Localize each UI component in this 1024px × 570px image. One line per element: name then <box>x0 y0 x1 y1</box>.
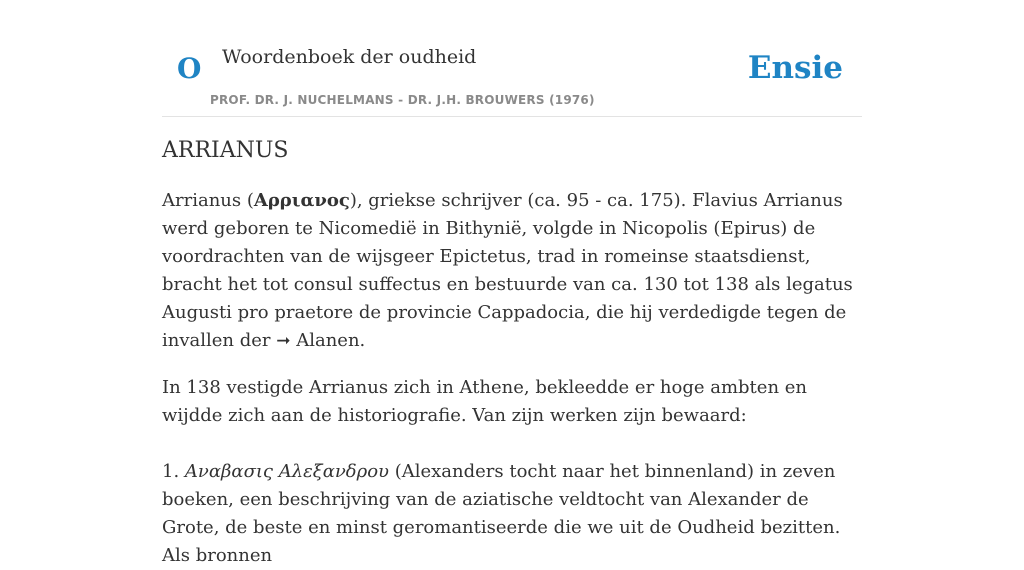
greek-work-title: Αναβασις Αλεξανδρου <box>184 461 389 482</box>
p1-text-b: ), griekse schrijver (ca. 95 - ca. 175). Flavius Arrianus werd geboren te Nicomedië in Bithynië, volgde in Nicopolis (Epirus) de voordrachten van de wijsgeer Epictetus, trad in romeinse staatsdienst, bracht het tot consul suffectus en bestuurde van ca. 130 tot 138 als legatus Augusti pro praetore de provincie Cappadocia, die hij verdedigde tegen de invallen der <box>162 190 853 351</box>
xref-label: Alanen <box>296 330 360 351</box>
index-letter-link[interactable]: O <box>177 52 202 85</box>
header <box>162 0 862 117</box>
list-number: 1. <box>162 461 185 482</box>
entry-paragraph-2: In 138 vestigde Arrianus zich in Athene, bekleedde er hoge ambten en wijdde zich aan de historiografie. Van zijn werken zijn bewaard: <box>162 377 808 426</box>
arrow-right-icon: ➞ <box>276 331 291 351</box>
entry-content <box>162 138 862 570</box>
p3-text: (Alexanders tocht naar het binnenland) in zeven boeken, een beschrijving van de aziatische veldtocht van Alexander de Grote, de beste en minst geromantiseerde die we uit de Oudheid bezitten. Als bronnen <box>162 461 841 566</box>
book-authors: PROF. DR. J. NUCHELMANS - DR. J.H. BROUWERS (1976) <box>210 93 595 107</box>
xref-alanen-link[interactable] <box>276 330 359 351</box>
p1-text-c: . <box>359 330 366 351</box>
p1-text-a: Arrianus ( <box>162 190 254 211</box>
ensie-logo-link[interactable]: Ensie <box>747 50 843 86</box>
entry-title: ARRIANUS <box>162 138 289 163</box>
entry-paragraph-1 <box>162 187 862 355</box>
greek-name: Αρριανος <box>253 190 350 211</box>
book-title: Woordenboek der oudheid <box>222 46 477 68</box>
entry-paragraph-3 <box>162 458 862 570</box>
